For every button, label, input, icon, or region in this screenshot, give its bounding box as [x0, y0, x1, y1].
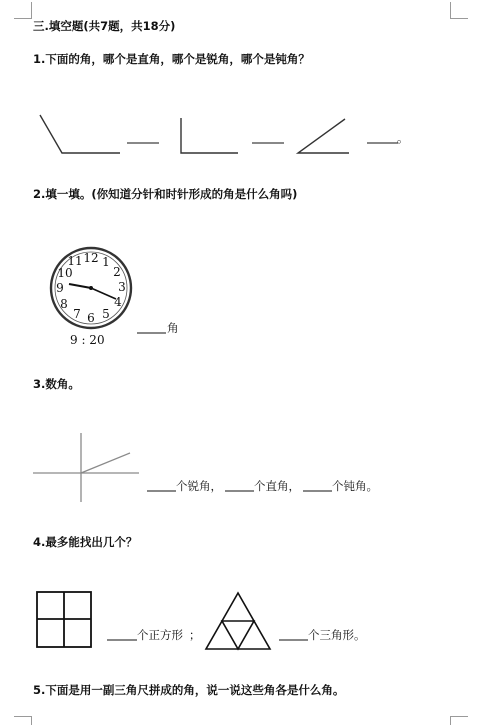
clock-number-10: 10	[57, 266, 73, 280]
triangles-answer-suffix: 个三角形。	[308, 628, 366, 642]
squares-answer-suffix: 个正方形	[137, 628, 183, 642]
question-4-text: 4.最多能找出几个？	[33, 535, 138, 549]
count-acute-label: 个锐角，	[176, 479, 222, 493]
clock-number-1: 1	[102, 255, 110, 269]
clock-number-7: 7	[73, 307, 81, 321]
question-1-text: 1.下面的角，哪个是直角，哪个是锐角，哪个是钝角？	[33, 52, 310, 66]
clock-number-3: 3	[118, 280, 126, 294]
section-title: 三.填空题(共7题，共18分)	[33, 19, 176, 33]
count-obtuse-label: 个钝角。	[332, 479, 378, 493]
clock-number-12: 12	[83, 251, 99, 265]
inner-triangle	[222, 621, 254, 649]
clock-number-5: 5	[102, 307, 110, 321]
count-right-label: 个直角，	[254, 479, 300, 493]
question-2-text: 2.填一填。(你知道分针和时针形成的角是什么角吗)	[33, 187, 298, 201]
clock-number-4: 4	[114, 295, 122, 309]
clock-number-11: 11	[67, 254, 83, 268]
clock-number-6: 6	[87, 311, 95, 325]
question-5-text: 5.下面是用一副三角尺拼成的角，说一说这些角各是什么角。	[33, 683, 345, 697]
clock-answer-suffix: 角	[167, 321, 179, 335]
question-3-text: 3.数角。	[33, 377, 80, 391]
clock-number-8: 8	[60, 297, 68, 311]
question-1-end-mark: 。	[397, 131, 409, 145]
clock-number-2: 2	[113, 265, 121, 279]
clock-number-9: 9	[56, 281, 64, 295]
clock-time-label: 9 : 20	[70, 333, 105, 347]
answer-separator: ；	[189, 628, 201, 642]
